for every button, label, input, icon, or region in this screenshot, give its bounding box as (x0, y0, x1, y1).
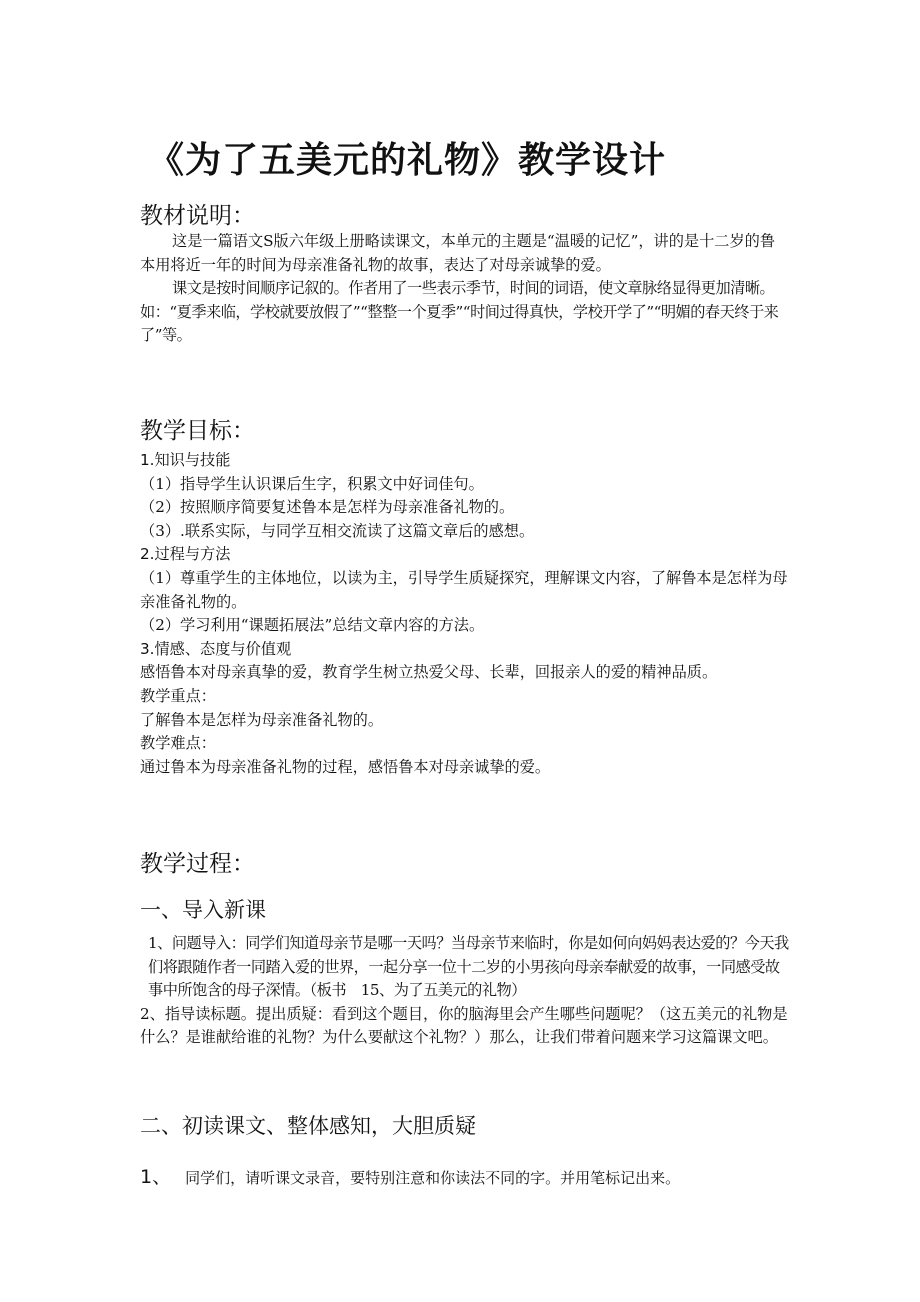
material-heading: 教材说明： (140, 203, 255, 229)
section2-heading: 二、初读课文、整体感知，大胆质疑 (140, 1114, 476, 1138)
process-heading: 教学过程： (140, 851, 255, 877)
goals-line-2: （1）指导学生认识课后生字，积累文中好词佳句。 (140, 474, 484, 493)
section2-item-1 (140, 1162, 680, 1189)
section2-item-1-text: 同学们，请听课文录音，要特别注意和你读法不同的字。并用笔标记出来。 (185, 1169, 681, 1187)
section1-body (140, 932, 790, 1050)
document-title: 《为了五美元的礼物》教学设计 (148, 140, 667, 181)
goals-body (140, 449, 790, 779)
goals-line-11: 了解鲁本是怎样为母亲准备礼物的。 (140, 710, 383, 729)
goals-line-9: 感悟鲁本对母亲真挚的爱，教育学生树立热爱父母、长辈，回报亲人的爱的精神品质。 (140, 663, 718, 682)
material-body (140, 230, 790, 348)
goals-line-5: 2.过程与方法 (140, 545, 231, 564)
goals-line-10: 教学重点： (140, 686, 216, 705)
section1-item-1: 1、问题导入：同学们知道母亲节是哪一天吗？当母亲节来临时，你是如何向妈妈表达爱的？今天我们将跟随作者一同踏入爱的世界，一起分享一位十二岁的小男孩向母亲奉献爱的故事，一同感受故事中所饱含的母子深情。（板书 15、为了五美元的礼物） (148, 934, 789, 1000)
goals-line-4: （3）.联系实际，与同学互相交流读了这篇文章后的感想。 (140, 521, 535, 540)
goals-line-13: 通过鲁本为母亲准备礼物的过程，感悟鲁本对母亲诚挚的爱。 (140, 757, 551, 776)
material-paragraph-1: 这是一篇语文S版六年级上册略读课文，本单元的主题是“温暖的记忆”，讲的是十二岁的鲁本用将近一年的时间为母亲准备礼物的故事，表达了对母亲诚挚的爱。 (140, 232, 776, 274)
goals-line-12: 教学难点： (140, 734, 216, 753)
section1-item-2: 2、指导读标题。提出质疑：看到这个题目，你的脑海里会产生哪些问题呢？（这五美元的礼物是什么？是谁献给谁的礼物？为什么要献这个礼物？）那么，让我们带着问题来学习这篇课文吧。 (140, 1004, 788, 1047)
section1-heading: 一、导入新课 (140, 898, 266, 922)
goals-line-8: 3.情感、态度与价值观 (140, 639, 292, 658)
goals-line-3: （2）按照顺序简要复述鲁本是怎样为母亲准备礼物的。 (140, 498, 515, 517)
goals-line-1: 1.知识与技能 (140, 451, 231, 469)
material-paragraph-2: 课文是按时间顺序记叙的。作者用了一些表示季节，时间的词语，使文章脉络显得更加清晰。如：“夏季来临，学校就要放假了”“整整一个夏季”“时间过得真快，学校开学了”“明媚的春天终于来了”等。 (140, 279, 779, 345)
goals-line-7: （2）学习利用“课题拓展法”总结文章内容的方法。 (140, 616, 485, 635)
goals-heading: 教学目标： (140, 418, 255, 444)
section2-item-1-number: 1、 (140, 1166, 172, 1188)
goals-line-6: （1）尊重学生的主体地位，以读为主，引导学生质疑探究，理解课文内容，了解鲁本是怎样为母亲准备礼物的。 (140, 568, 788, 611)
